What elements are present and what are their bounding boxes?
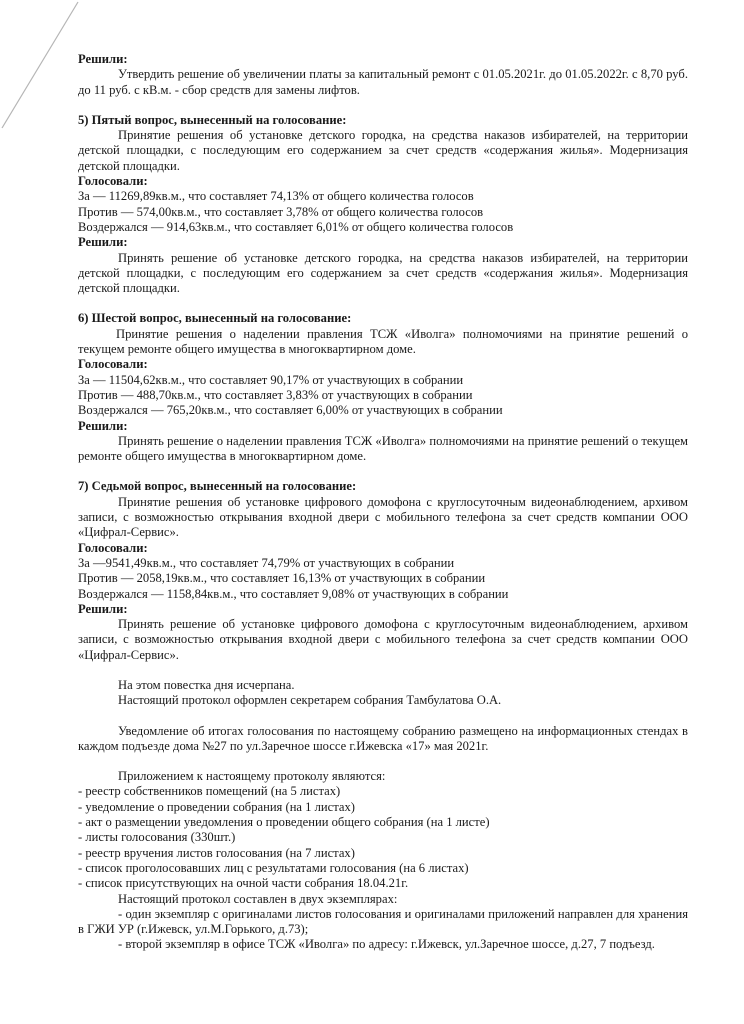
vote-abstain: Воздержался — 914,63кв.м., что составляет 6,01% от общего количества голосов <box>78 219 514 234</box>
copy-two-text: - второй экземпляр в офисе ТСЖ «Иволга» по адресу: г.Ижевск, ул.Заречное шоссе, д.27, 7 подъезд. <box>118 937 655 952</box>
appendix-intro: Приложением к настоящему протоколу являются: <box>118 769 386 784</box>
section-4-decision <box>78 52 688 98</box>
decision-text: Утвердить решение об увеличении платы за капитальный ремонт с 01.05.2021г. до 01.05.2022г. с 8,70 руб. до 11 руб. с кВ.м. - сбор средств для замены лифтов. <box>78 67 688 97</box>
question-text: Принятие решения об установке цифрового домофона с круглосуточным видеонаблюдением, архивом записи, с возможностью открывания входной двери с мобильного телефона за счет средств компании ООО «Цифрал-Сервис». <box>78 494 688 540</box>
resheny-label: Решили: <box>78 418 128 433</box>
copy-one-text: - один экземпляр с оригиналами листов голосования и оригиналами приложений направлен для хранения в ГЖИ УР (г.Ижевск, ул.М.Горького, д.73); <box>78 906 688 937</box>
section-6 <box>78 311 688 464</box>
voted-label: Голосовали: <box>78 357 148 372</box>
vote-for: За — 11504,62кв.м., что составляет 90,17% от участвующих в собрании <box>78 372 464 387</box>
decision-text: Принять решение об установке детского городка, на средства наказов избирателей, на территории детской площадки, с последующим его содержанием за счет средств «содержания жилья». Модернизация детской площадки. <box>78 250 688 296</box>
agenda-done-text: На этом повестка дня исчерпана. <box>118 677 295 692</box>
question-title: 5) Пятый вопрос, вынесенный на голосование: <box>78 112 347 127</box>
resheny-label: Решили: <box>78 52 128 66</box>
copies-intro: Настоящий протокол составлен в двух экземплярах: <box>118 891 398 906</box>
appendix-item: - список присутствующих на очной части собрания 18.04.21г. <box>78 876 409 891</box>
closing-block <box>78 678 688 709</box>
vote-for: За —9541,49кв.м., что составляет 74,79% от участвующих в собрании <box>78 555 455 570</box>
question-text: Принятие решения об установке детского городка, на средства наказов избирателей, на территории детской площадки, с последующим его содержанием за счет средств «содержания жилья». Модернизация детской площадки. <box>78 128 688 173</box>
appendix-item: - уведомление о проведении собрания (на 1 листах) <box>78 799 355 814</box>
question-title: 7) Седьмой вопрос, вынесенный на голосование: <box>78 479 357 494</box>
appendix-item: - листы голосования (330шт.) <box>78 830 236 845</box>
question-text: Принятие решения о наделении правления ТСЖ «Иволга» полномочиями на принятие решений о текущем ремонте общего имущества в многоквартирном доме. <box>78 326 688 357</box>
resheny-label: Решили: <box>78 235 128 250</box>
decision-text: Принять решение о наделении правления ТСЖ «Иволга» полномочиями на принятие решений о текущем ремонте общего имущества в многоквартирном доме. <box>78 433 688 464</box>
vote-abstain: Воздержался — 1158,84кв.м., что составляет 9,08% от участвующих в собрании <box>78 586 509 601</box>
section-7 <box>78 479 688 663</box>
voted-label: Голосовали: <box>78 174 148 189</box>
appendix-item: - реестр собственников помещений (на 5 листах) <box>78 784 341 799</box>
decision-text: Принять решение об установке цифрового домофона с круглосуточным видеонаблюдением, архивом записи, с возможностью открывания входной двери с мобильного телефона за счет средств компании ООО «Цифрал-Сервис». <box>78 617 688 662</box>
voted-label: Голосовали: <box>78 540 148 555</box>
vote-for: За — 11269,89кв.м., что составляет 74,13% от общего количества голосов <box>78 189 474 204</box>
secretary-text: Настоящий протокол оформлен секретарем собрания Тамбулатова О.А. <box>118 693 502 708</box>
document-page <box>78 52 688 953</box>
vote-abstain: Воздержался — 765,20кв.м., что составляет 6,00% от участвующих в собрании <box>78 403 503 418</box>
resheny-label: Решили: <box>78 601 128 616</box>
appendix-list <box>78 784 688 891</box>
vote-against: Против — 488,70кв.м., что составляет 3,83% от участвующих в собрании <box>78 387 473 402</box>
appendix-item: - акт о размещении уведомления о проведении общего собрания (на 1 листе) <box>78 815 490 830</box>
question-title: 6) Шестой вопрос, вынесенный на голосование: <box>78 311 352 326</box>
notice-text: Уведомление об итогах голосования по настоящему собранию размещено на информационных стендах в каждом подъезде дома №27 по ул.Заречное шоссе г.Ижевска «17» мая 2021г. <box>78 723 688 753</box>
vote-against: Против — 574,00кв.м., что составляет 3,78% от общего количества голосов <box>78 204 484 219</box>
section-5 <box>78 113 688 297</box>
appendix-item: - реестр вручения листов голосования (на 7 листах) <box>78 845 355 860</box>
appendix-item: - список проголосовавших лиц с результатами голосования (на 6 листах) <box>78 860 469 875</box>
appendix-block <box>78 769 688 953</box>
vote-against: Против — 2058,19кв.м., что составляет 16,13% от участвующих в собрании <box>78 571 486 586</box>
